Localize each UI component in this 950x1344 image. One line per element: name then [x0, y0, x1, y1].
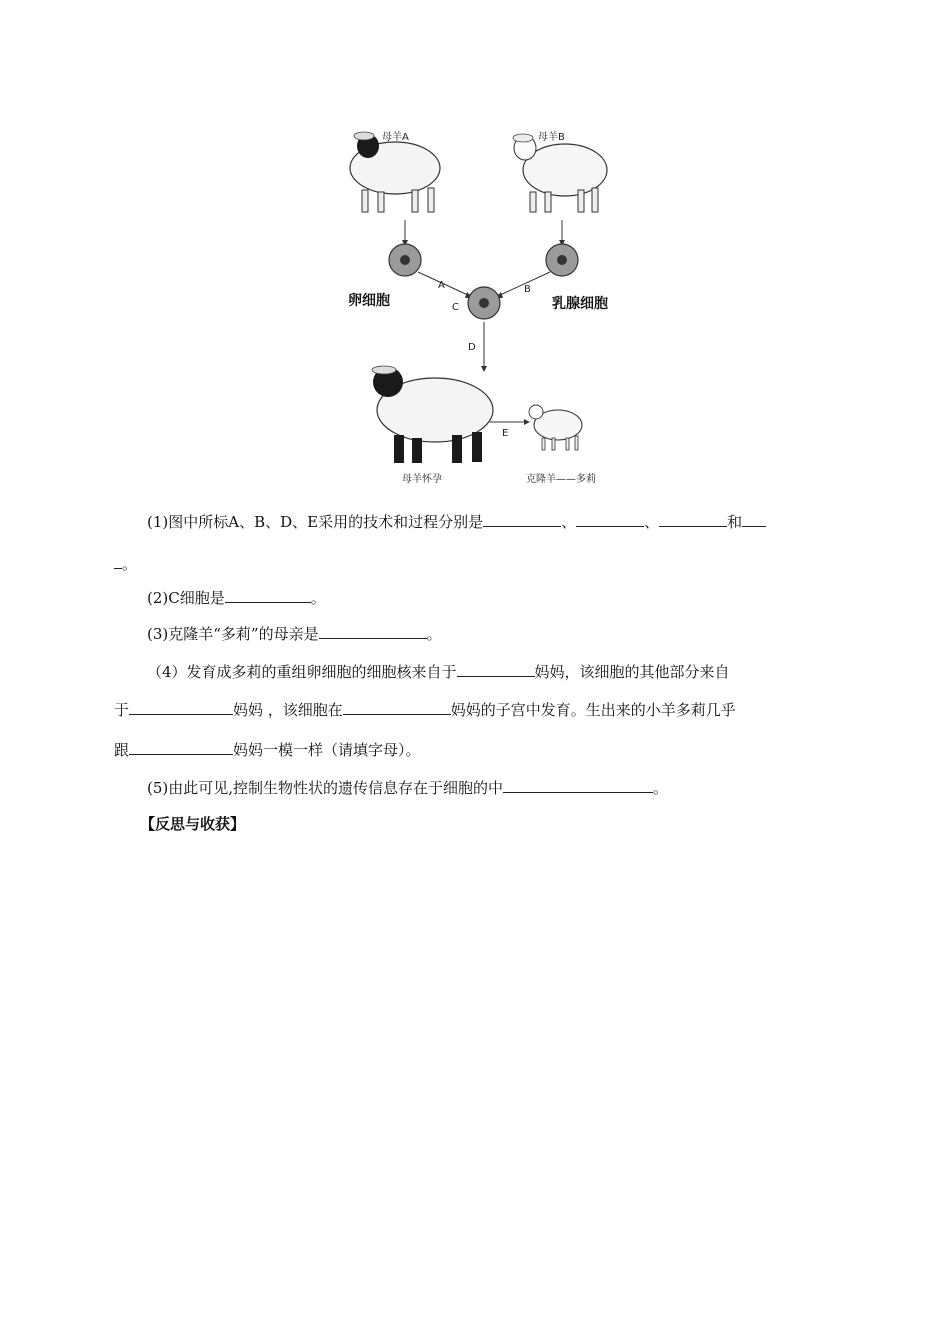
- question-4-part-6: 跟: [114, 741, 130, 759]
- mammary-cell-label: 乳腺细胞: [552, 296, 608, 312]
- question-4-part-4: 妈妈 ，该细胞在: [233, 701, 343, 719]
- question-4-part-5: 妈妈的子宫中发育。生出来的小羊多莉几乎: [450, 701, 736, 719]
- dolly-sheep-illustration: [529, 405, 582, 450]
- pregnant-sheep-illustration: [372, 366, 493, 463]
- q4-blank-4[interactable]: [129, 738, 233, 755]
- arrow-d-label: D: [468, 342, 476, 353]
- q5-blank[interactable]: [503, 776, 653, 793]
- question-5: [147, 776, 668, 798]
- q1-and: 和: [727, 513, 743, 531]
- egg-cell-label: 卵细胞: [348, 293, 390, 309]
- question-1-continued: [114, 552, 137, 574]
- question-1-text: (1)图中所标A、B、D、E采用的技术和过程分别是: [147, 513, 484, 531]
- question-4-part-2: 妈妈，该细胞的其他部分来自: [534, 663, 730, 681]
- arrow-a-label: A: [438, 280, 445, 291]
- question-4-line-1: [147, 660, 730, 682]
- question-3: [147, 622, 442, 644]
- q4-blank-1[interactable]: [457, 660, 535, 677]
- q1-blank-2[interactable]: [576, 510, 644, 527]
- q1-blank-3[interactable]: [659, 510, 727, 527]
- pregnant-label: 母羊怀孕: [402, 474, 442, 485]
- reconstructed-cell-illustration: [468, 287, 500, 319]
- q2-end: 。: [310, 589, 326, 607]
- reflection-heading: 【反思与收获】: [140, 815, 246, 833]
- question-2: [147, 586, 326, 608]
- question-4-part-3: 于: [114, 701, 130, 719]
- q1-separator-1: 、: [561, 513, 577, 531]
- cloning-diagram: [330, 120, 630, 490]
- arrow-c-label: C: [452, 302, 459, 313]
- q1-blank-4-continued[interactable]: [114, 552, 122, 569]
- mother-a-label: 母羊A: [382, 132, 409, 143]
- arrow-e-label: E: [502, 428, 509, 439]
- question-1: [147, 510, 766, 532]
- question-2-text: (2)C细胞是: [147, 589, 225, 607]
- q4-blank-3[interactable]: [343, 698, 451, 715]
- q1-end: 。: [122, 555, 138, 573]
- question-4-line-3: [114, 738, 421, 760]
- q3-blank[interactable]: [319, 622, 427, 639]
- cloning-diagram-svg: [330, 120, 630, 490]
- q1-blank-1[interactable]: [483, 510, 561, 527]
- q1-separator-2: 、: [644, 513, 660, 531]
- question-4-part-1: （4）发育成多莉的重组卵细胞的细胞核来自于: [147, 663, 457, 681]
- question-4-part-7: 妈妈一模一样（请填字母）。: [233, 741, 421, 759]
- q5-end: 。: [653, 779, 669, 797]
- q4-blank-2[interactable]: [129, 698, 233, 715]
- sheep-b-illustration: [513, 134, 607, 212]
- mother-b-label: 母羊B: [538, 132, 565, 143]
- question-4-line-2: [114, 698, 736, 720]
- sheep-a-illustration: [350, 132, 440, 212]
- mammary-cell-illustration: [546, 244, 578, 276]
- egg-cell-illustration: [389, 244, 421, 276]
- q2-blank[interactable]: [225, 586, 311, 603]
- clone-label: 克隆羊——多莉: [526, 474, 596, 485]
- q1-blank-4[interactable]: [742, 510, 766, 527]
- question-3-text: (3)克隆羊“多莉”的母亲是: [147, 625, 319, 643]
- arrow-b-label: B: [524, 284, 531, 295]
- q3-end: 。: [426, 625, 442, 643]
- question-5-text: (5)由此可见,控制生物性状的遗传信息存在于细胞的中: [147, 779, 504, 797]
